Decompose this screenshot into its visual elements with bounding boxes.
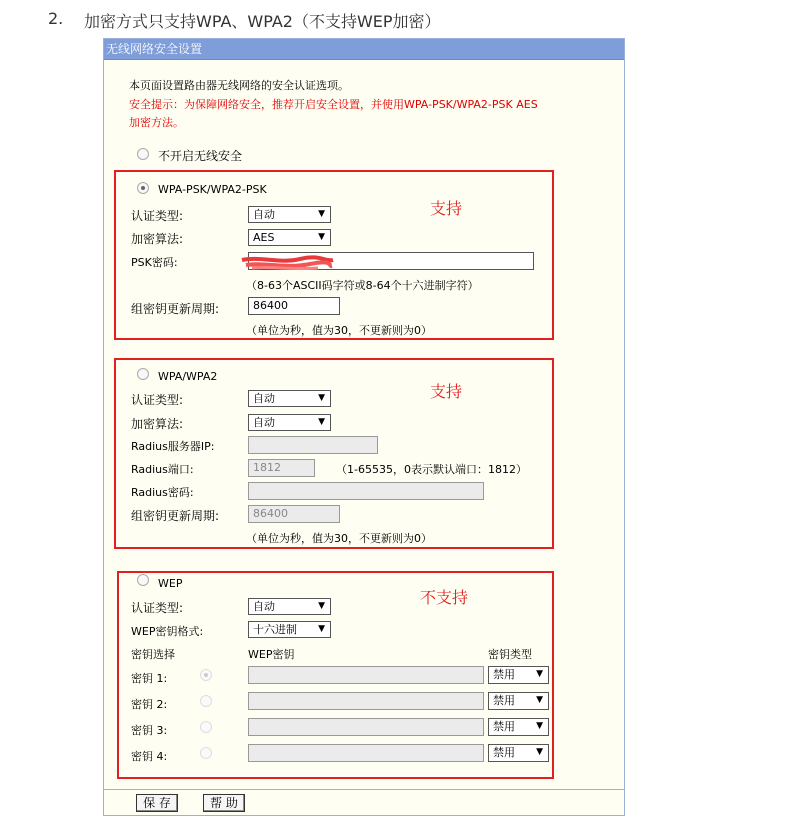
psk-radio[interactable] [137,182,149,194]
wep-format-label: WEP密钥格式: [131,625,204,638]
wep-key-label: 密钥 1: [131,672,168,685]
wep-key-label: 密钥 2: [131,698,168,711]
wep-key-input[interactable] [248,718,484,736]
psk-auth-select[interactable]: 自动 ▼ [248,206,331,223]
step-heading: 加密方式只支持WPA、WPA2（不支持WEP加密） [84,12,441,31]
wep-key-type-select[interactable]: 禁用 ▼ [488,718,549,736]
psk-radio-label: WPA-PSK/WPA2-PSK [158,183,267,196]
radius-port-hint: （1-65535，0表示默认端口：1812） [336,463,527,476]
wpa-period-hint: （单位为秒，值为30，不更新则为0） [246,532,432,545]
wpa-enc-label: 加密算法: [131,417,184,431]
panel-title: 无线网络安全设置 [104,39,624,60]
psk-period-hint: （单位为秒，值为30，不更新则为0） [246,324,432,337]
wep-key-label: 密钥 4: [131,750,168,763]
psk-enc-label: 加密算法: [131,232,184,246]
wep-key-radio[interactable] [200,747,212,759]
no-security-radio[interactable] [137,148,149,160]
wpa-period-input[interactable]: 86400 [248,505,340,523]
wep-unsupported-note: 不支持 [420,588,469,607]
radius-password-label: Radius密码: [131,486,194,499]
no-security-label: 不开启无线安全 [158,149,243,163]
footer-divider [103,789,625,790]
wep-key-input[interactable] [248,744,484,762]
psk-period-label: 组密钥更新周期: [131,302,220,316]
psk-enc-select[interactable]: AES ▼ [248,229,331,246]
wep-key-radio[interactable] [200,695,212,707]
redacted-password-scribble [240,255,335,271]
wep-col-key: WEP密钥 [248,648,295,661]
psk-support-note: 支持 [430,199,463,218]
wep-key-label: 密钥 3: [131,724,168,737]
wep-key-radio[interactable] [200,669,212,681]
help-button[interactable]: 帮 助 [203,794,245,812]
radius-port-label: Radius端口: [131,463,194,476]
wpa-radio[interactable] [137,368,149,380]
wep-col-key-type: 密钥类型 [488,648,532,661]
psk-password-hint: （8-63个ASCII码字符或8-64个十六进制字符） [246,279,479,292]
wpa-support-note: 支持 [430,382,463,401]
psk-auth-label: 认证类型: [131,209,184,223]
wep-format-select[interactable]: 十六进制 ▼ [248,621,331,638]
radius-ip-label: Radius服务器IP: [131,440,215,453]
wep-key-radio[interactable] [200,721,212,733]
radius-ip-input[interactable] [248,436,378,454]
wep-auth-label: 认证类型: [131,601,184,615]
security-tip-line1: 安全提示：为保障网络安全，推荐开启安全设置，并使用WPA-PSK/WPA2-PSK AES [129,98,538,111]
wep-key-input[interactable] [248,666,484,684]
security-tip-line2: 加密方法。 [129,116,184,129]
radius-password-input[interactable] [248,482,484,500]
psk-period-input[interactable]: 86400 [248,297,340,315]
wep-key-type-select[interactable]: 禁用 ▼ [488,744,549,762]
psk-password-label: PSK密码: [131,256,178,269]
wep-key-input[interactable] [248,692,484,710]
step-number: 2. [48,9,64,28]
wep-key-type-select[interactable]: 禁用 ▼ [488,666,549,684]
save-button[interactable]: 保 存 [136,794,178,812]
wep-key-type-select[interactable]: 禁用 ▼ [488,692,549,710]
wpa-auth-select[interactable]: 自动 ▼ [248,390,331,407]
wpa-radio-label: WPA/WPA2 [158,370,218,383]
wep-col-key-select: 密钥选择 [131,648,175,661]
wep-radio-label: WEP [158,577,183,590]
radius-port-input[interactable]: 1812 [248,459,315,477]
wpa-enc-select[interactable]: 自动 ▼ [248,414,331,431]
intro-text: 本页面设置路由器无线网络的安全认证选项。 [129,79,349,92]
wpa-period-label: 组密钥更新周期: [131,509,220,523]
wep-auth-select[interactable]: 自动 ▼ [248,598,331,615]
wpa-auth-label: 认证类型: [131,393,184,407]
wep-radio[interactable] [137,574,149,586]
